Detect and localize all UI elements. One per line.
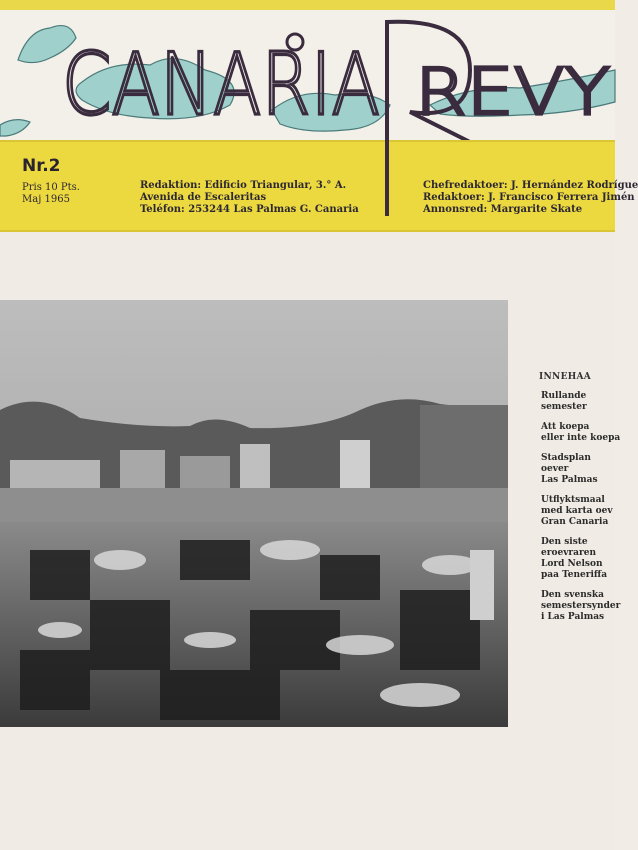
address-line: Teléfon: 253244 Las Palmas G. Canaria — [140, 204, 359, 215]
contents-entry-line: Gran Canaria — [541, 517, 609, 527]
title-left: CANARIA — [62, 35, 380, 135]
contents-list — [513, 391, 623, 623]
masthead — [0, 10, 615, 140]
contents-entry[interactable] — [541, 590, 623, 623]
contents-entry-line: Rullande — [541, 391, 587, 401]
contents-entry-line: semester — [541, 402, 587, 412]
beach-photo — [0, 300, 508, 727]
contents-entry-line: oever — [541, 464, 569, 474]
title-p-stem — [385, 20, 389, 216]
contents-entry-line: med karta oev — [541, 506, 613, 516]
contents-entry-line: Las Palmas — [541, 475, 598, 485]
title-right: REVY — [415, 56, 610, 130]
contents-entry-line: eller inte koepa — [541, 433, 621, 443]
contents-entry-line: eroevraren — [541, 548, 597, 558]
island-shape — [0, 120, 30, 136]
contents-entry-line: Den siste — [541, 537, 588, 547]
contents-entry-line: i Las Palmas — [541, 612, 605, 622]
staff-line: Chefredaktoer: J. Hernández Rodrígue — [423, 180, 638, 191]
address-line: Redaktion: Edificio Triangular, 3.° A. — [140, 180, 347, 191]
address-line: Avenida de Escaleritas — [140, 192, 267, 203]
staff-line: Annonsred: Margarite Skate — [423, 204, 583, 215]
price-text: Pris 10 Pts. — [22, 182, 80, 193]
contents-title: INNEHAA — [539, 372, 592, 382]
contents-entry[interactable] — [541, 422, 623, 444]
contents-entry-line: Den svenska — [541, 590, 604, 600]
contents-entry[interactable] — [541, 453, 623, 486]
top-yellow-strip — [0, 0, 615, 10]
info-band — [0, 140, 638, 232]
contents-entry-line: Stadsplan — [541, 453, 591, 463]
contents-entry-line: Att koepa — [541, 422, 590, 432]
beach-photo-artwork — [0, 300, 508, 727]
masthead-artwork — [0, 10, 615, 140]
contents-entry[interactable] — [541, 495, 623, 528]
staff-credits — [423, 180, 638, 216]
contents-entry-line: paa Teneriffa — [541, 570, 608, 580]
staff-line: Redaktoer: J. Francisco Ferrera Jimén — [423, 192, 635, 203]
contents-entry[interactable] — [541, 391, 623, 413]
contents-entry-line: Utflyktsmaal — [541, 495, 605, 505]
editorial-address — [140, 180, 359, 216]
contents-entry[interactable] — [541, 537, 623, 581]
issue-date: Maj 1965 — [22, 194, 70, 205]
issue-number: Nr.2 — [22, 156, 61, 176]
contents-entry-line: Lord Nelson — [541, 559, 603, 569]
contents-entry-line: semestersynder — [541, 601, 621, 611]
table-of-contents — [513, 372, 623, 623]
